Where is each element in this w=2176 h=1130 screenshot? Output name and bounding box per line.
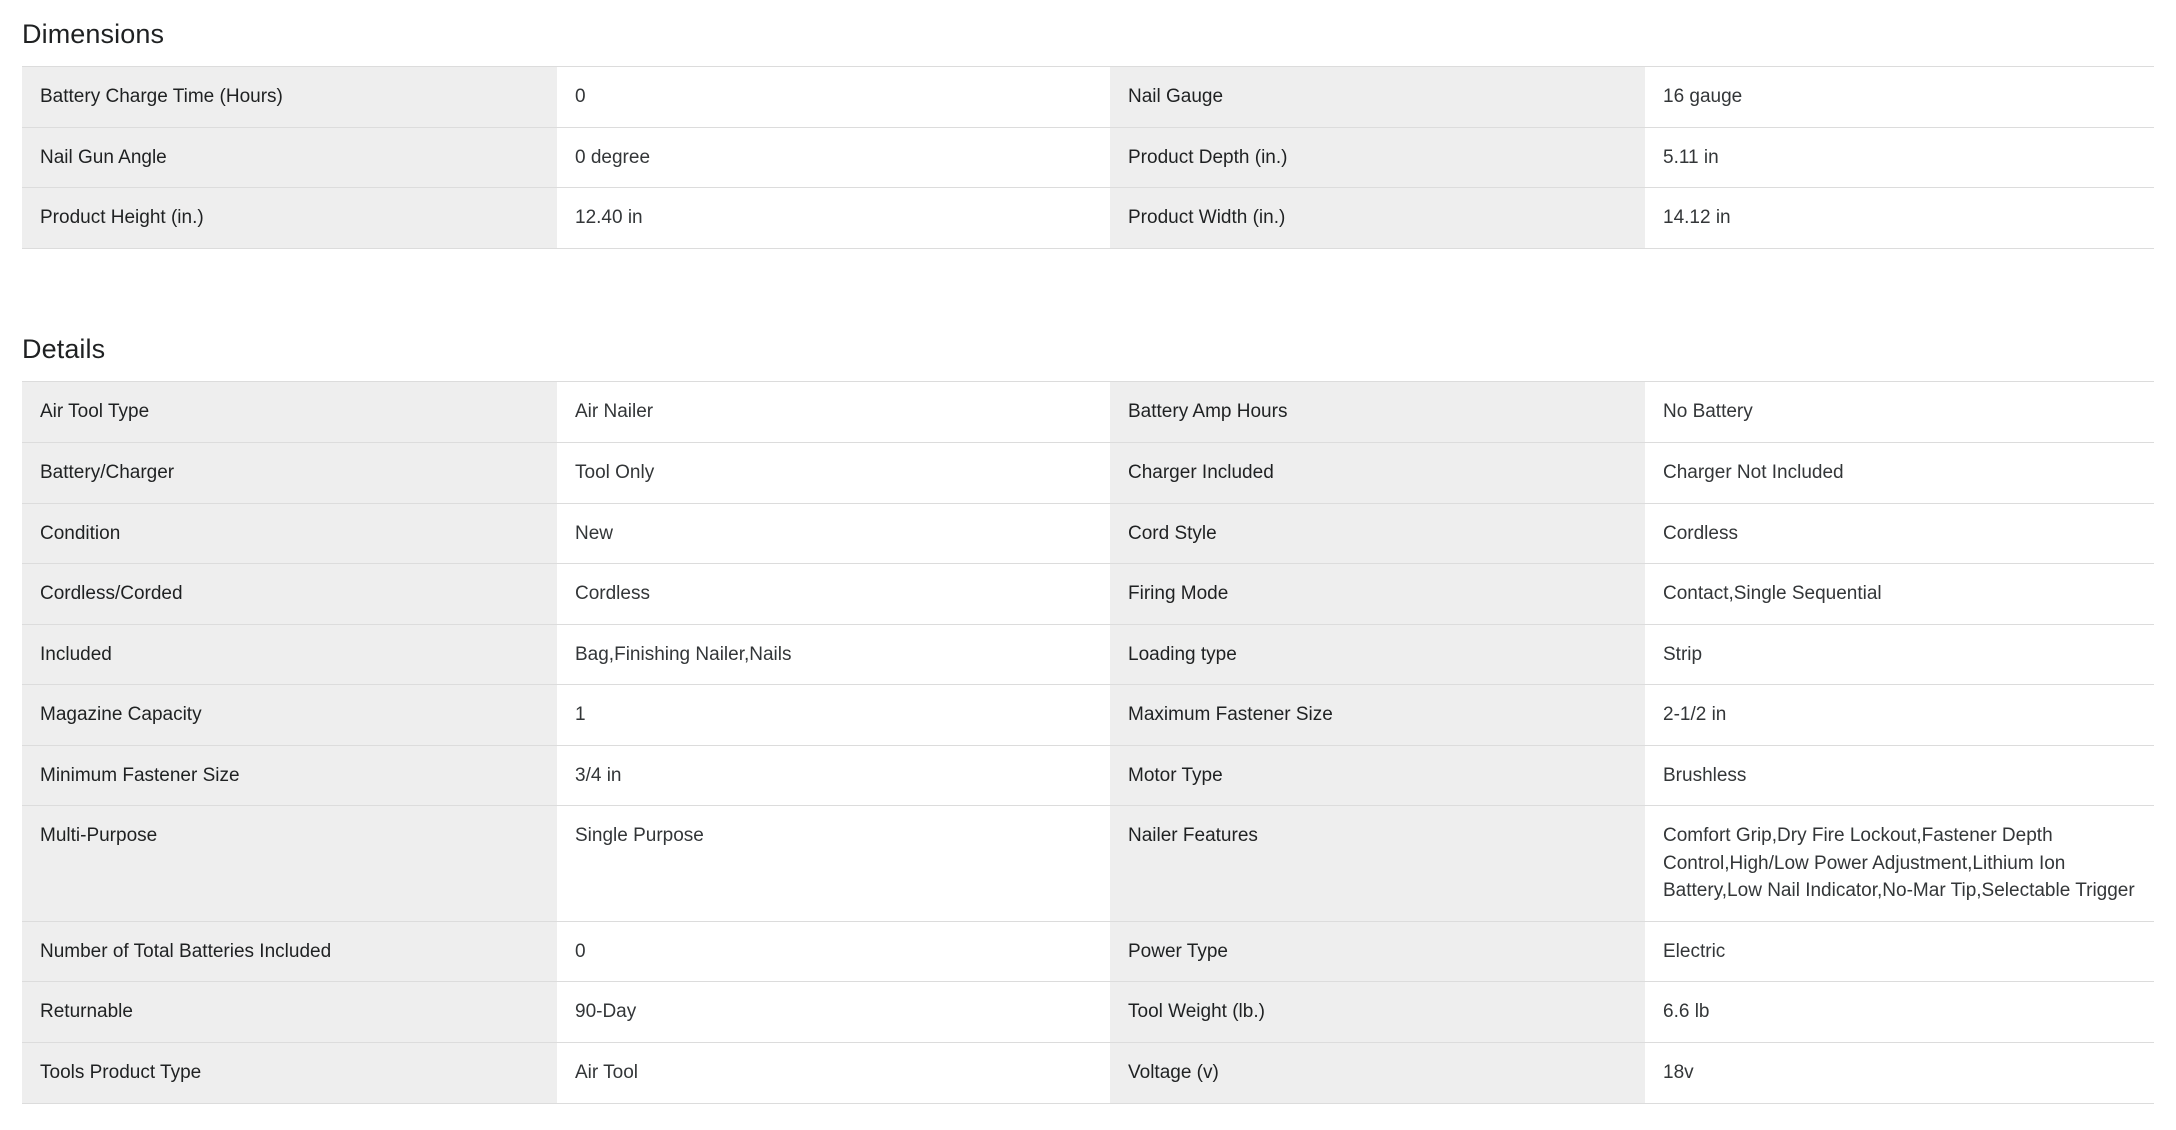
table-row [22,127,2154,188]
spec-value: Cordless [1645,503,2154,564]
spec-value: 12.40 in [557,188,1110,249]
spec-value: Electric [1645,921,2154,982]
spec-label: Condition [22,503,557,564]
spec-value: 1 [557,685,1110,746]
spec-value: Air Tool [557,1042,1110,1103]
spec-label: Multi-Purpose [22,806,557,922]
spec-value: 0 [557,67,1110,128]
table-row [22,188,2154,249]
section-title-details: Details [22,334,106,365]
spec-value: Cordless [557,564,1110,625]
table-row [22,624,2154,685]
bottom-space [22,1104,2154,1130]
spec-value: 6.6 lb [1645,982,2154,1043]
spec-value: Strip [1645,624,2154,685]
spec-value: Comfort Grip,Dry Fire Lockout,Fastener Depth Control,High/Low Power Adjustment,Lithium Ion Battery,Low Nail Indicator,No-Mar Tip,Selectable Trigger [1645,806,2154,922]
spec-label: Loading type [1110,624,1645,685]
spec-label: Included [22,624,557,685]
spec-label: Tools Product Type [22,1042,557,1103]
table-row [22,1042,2154,1103]
table-row [22,442,2154,503]
spec-label: Air Tool Type [22,382,557,443]
dimensions-table [22,66,2154,249]
spec-value: 3/4 in [557,745,1110,806]
spec-value: 2-1/2 in [1645,685,2154,746]
table-row [22,382,2154,443]
spec-value: 16 gauge [1645,67,2154,128]
spec-label: Tool Weight (lb.) [1110,982,1645,1043]
table-row [22,745,2154,806]
table-row [22,921,2154,982]
spec-value: 5.11 in [1645,127,2154,188]
spec-label: Product Height (in.) [22,188,557,249]
spec-label: Number of Total Batteries Included [22,921,557,982]
spec-label: Voltage (v) [1110,1042,1645,1103]
spec-label: Magazine Capacity [22,685,557,746]
spec-label: Maximum Fastener Size [1110,685,1645,746]
spec-value: 0 degree [557,127,1110,188]
table-row [22,982,2154,1043]
spec-value: Brushless [1645,745,2154,806]
spec-label: Firing Mode [1110,564,1645,625]
spec-label: Nail Gauge [1110,67,1645,128]
spec-value: Charger Not Included [1645,442,2154,503]
spec-value: Single Purpose [557,806,1110,922]
spec-label: Motor Type [1110,745,1645,806]
details-table [22,381,2154,1103]
spec-label: Product Width (in.) [1110,188,1645,249]
spec-label: Charger Included [1110,442,1645,503]
table-row [22,806,2154,922]
spec-value: Tool Only [557,442,1110,503]
section-divider-space [22,249,2154,315]
details-section [22,315,2154,1104]
spec-value: Bag,Finishing Nailer,Nails [557,624,1110,685]
dimensions-section [22,0,2154,249]
spec-label: Battery/Charger [22,442,557,503]
spec-label: Battery Charge Time (Hours) [22,67,557,128]
spec-value: 90-Day [557,982,1110,1043]
spec-value: 18v [1645,1042,2154,1103]
spec-label: Product Depth (in.) [1110,127,1645,188]
spec-value: Contact,Single Sequential [1645,564,2154,625]
table-row [22,564,2154,625]
section-title-dimensions: Dimensions [22,19,165,49]
spec-label: Minimum Fastener Size [22,745,557,806]
table-row [22,685,2154,746]
spec-label: Nail Gun Angle [22,127,557,188]
spec-value: New [557,503,1110,564]
spec-value: 14.12 in [1645,188,2154,249]
spec-label: Nailer Features [1110,806,1645,922]
spec-label: Power Type [1110,921,1645,982]
spec-value: No Battery [1645,382,2154,443]
spec-value: 0 [557,921,1110,982]
spec-label: Cordless/Corded [22,564,557,625]
spec-label: Cord Style [1110,503,1645,564]
spec-label: Returnable [22,982,557,1043]
spec-label: Battery Amp Hours [1110,382,1645,443]
table-row [22,503,2154,564]
table-row [22,67,2154,128]
spec-value: Air Nailer [557,382,1110,443]
